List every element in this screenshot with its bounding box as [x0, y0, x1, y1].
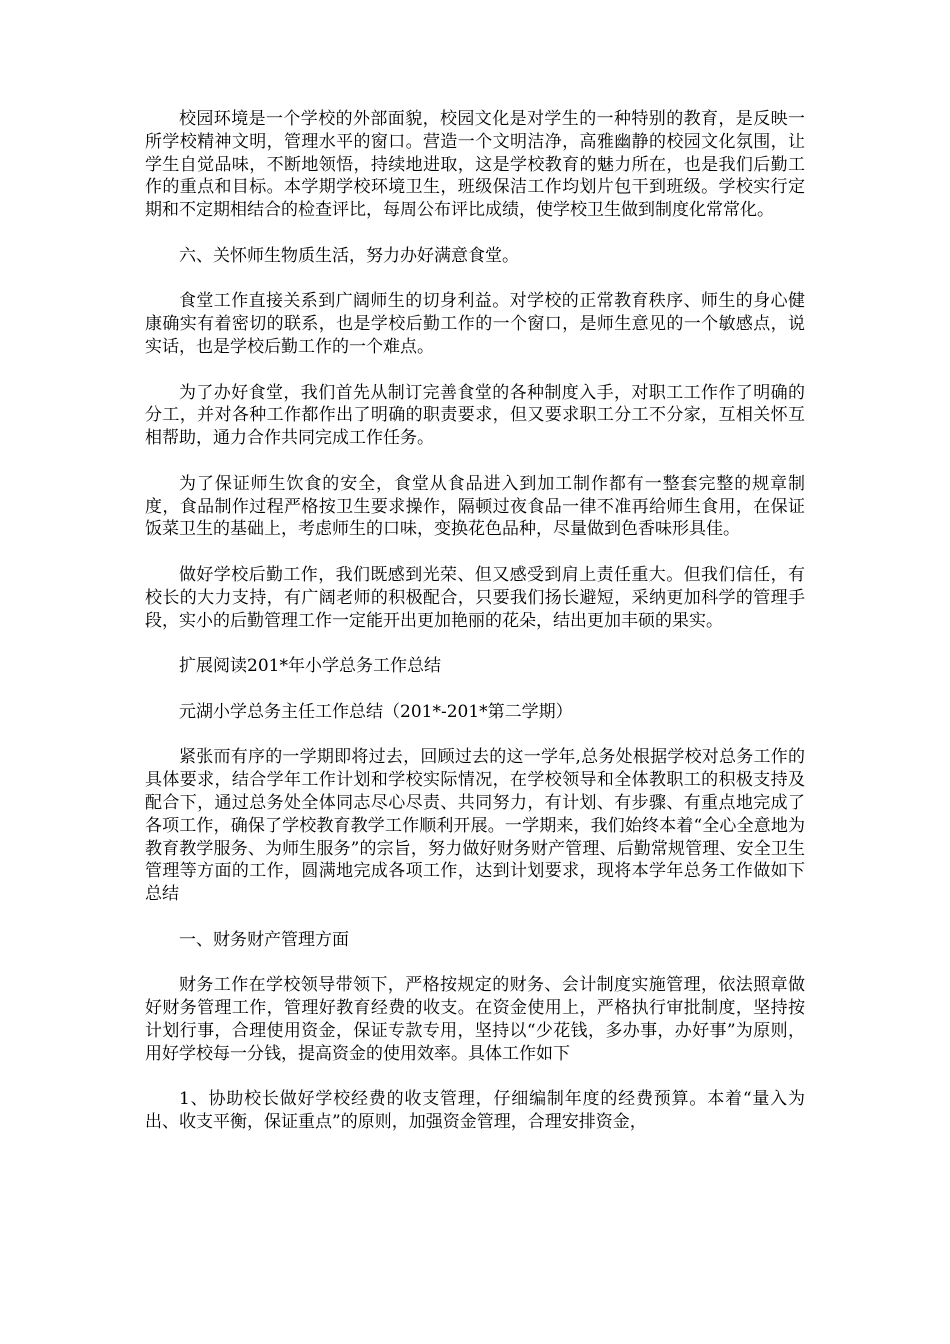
paragraph-logistics-conclusion: 做好学校后勤工作，我们既感到光荣、但又感受到肩上责任重大。但我们信任，有校长的大力支持，有广阔老师的积极配合，只要我们扬长避短，采纳更加科学的管理手段，实小的后勤管理工作一定能开出更加艳丽的花朵，结出更加丰硕的果实。	[145, 564, 805, 631]
section-heading-finance: 一、财务财产管理方面	[179, 929, 349, 950]
paragraph-campus-environment: 校园环境是一个学校的外部面貌，校园文化是对学生的一种特别的教育，是反映一所学校精神文明，管理水平的窗口。营造一个文明洁净，高雅幽静的校园文化氛围，让学生自觉品味，不断地领悟，持续地进取，这是学校教育的魅力所在，也是我们后勤工作的重点和目标。本学期学校环境卫生，班级保洁工作均划片包干到班级。学校实行定期和不定期相结合的检查评比，每周公布评比成绩，使学校卫生做到制度化常常化。	[145, 109, 805, 221]
paragraph-semester-overview: 紧张而有序的一学期即将过去，回顾过去的这一学年,总务处根据学校对总务工作的具体要求，结合学年工作计划和学校实际情况，在学校领导和全体教职工的积极支持及配合下，通过总务处全体同志尽心尽责、共同努力，有计划、有步骤、有重点地完成了各项工作，确保了学校教育教学工作顺利开展。一学期来，我们始终本着“全心全意地为教育教学服务、为师生服务”的宗旨，努力做好财务财产管理、后勤常规管理、安全卫生管理等方面的工作，圆满地完成各项工作，达到计划要求，现将本学年总务工作做如下总结	[145, 747, 805, 905]
paragraph-canteen-importance: 食堂工作直接关系到广阔师生的切身利益。对学校的正常教育秩序、师生的身心健康确实有着密切的联系，也是学校后勤工作的一个窗口，是师生意见的一个敏感点，说实话，也是学校后勤工作的一个难点。	[145, 291, 805, 357]
paragraph-budget-item-1: 1、协助校长做好学校经费的收支管理，仔细编制年度的经费预算。本着“量入为出、收支平衡，保证重点”的原则，加强资金管理，合理安排资金，	[145, 1089, 805, 1133]
document-body	[145, 108, 805, 1157]
summary-title: 元湖小学总务主任工作总结（201*-201*第二学期）	[179, 701, 573, 722]
paragraph-canteen-rules: 为了办好食堂，我们首先从制订完善食堂的各种制度入手，对职工工作作了明确的分工，并对各种工作都作出了明确的职责要求，但又要求职工分工不分家，互相关怀互相帮助，通力合作共同完成工作任务。	[145, 382, 805, 449]
paragraph-food-safety: 为了保证师生饮食的安全，食堂从食品进入到加工制作都有一整套完整的规章制度，食品制作过程严格按卫生要求操作，隔顿过夜食品一律不准再给师生食用，在保证饭菜卫生的基础上，考虑师生的口味，变换花色品种，尽量做到色香味形具佳。	[145, 473, 805, 540]
section-heading-canteen: 六、关怀师生物质生活，努力办好满意食堂。	[179, 245, 519, 266]
paragraph-finance-management: 财务工作在学校领导带领下，严格按规定的财务、会计制度实施管理，依法照章做好财务管理工作，管理好教育经费的收支。在资金使用上，严格执行审批制度，坚持按计划行事，合理使用资金，保证专款专用，坚持以“少花钱，多办事，办好事”为原则，用好学校每一分钱，提高资金的使用效率。具体工作如下	[145, 975, 805, 1064]
extended-reading-title: 扩展阅读201*年小学总务工作总结	[179, 656, 441, 677]
